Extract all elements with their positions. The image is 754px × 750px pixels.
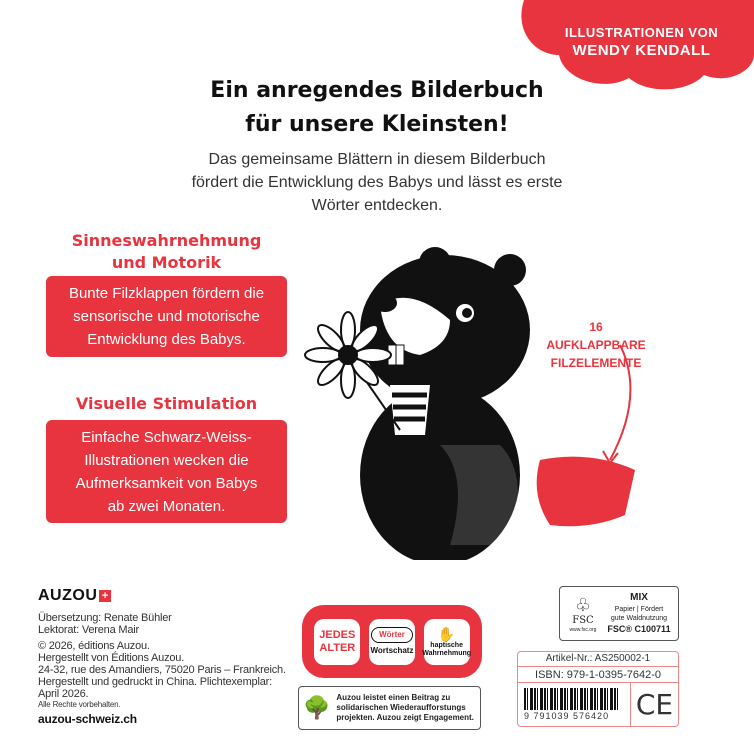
feature-box-visual: Einfache Schwarz-Weiss- Illustrationen wecken die Aufmerksamkeit von Babys ab zwei Monaten. [46, 420, 287, 523]
reforestation-notice: 🌳 Auzou leistet einen Beitrag zu solidarischen Wiederaufforstungs projekten. Auzou zeigt Engagement. [298, 686, 481, 730]
feature-heading-visual: Visuelle Stimulation [75, 394, 258, 413]
flaps-callout: 16 AUFKLAPPBARE FILZELEMENTE [546, 320, 646, 370]
swiss-flag-icon: + [99, 590, 111, 602]
skill-badges [302, 605, 482, 678]
beaver-illustration [300, 245, 660, 560]
illustrator-credit: ILLUSTRATIONEN VON WENDY KENDALL [564, 25, 719, 59]
imprint: Übersetzung: Renate Bühler Lektorat: Verena Mair © 2026, éditions Auzou. Hergestellt von Éditions Auzou. 24-32, rue des Amandiers, 75020 Paris – Frankreich. Hergestellt und gedruckt in China. Plichtexemplar: April 2026. Alle Rechte vorbehalten. auzou-schweiz.ch [38, 612, 293, 727]
auzou-logo: AUZOU + [38, 587, 111, 605]
website-link[interactable]: auzou-schweiz.ch [38, 712, 137, 726]
badge-vocabulary: Wörter Wortschatz [369, 619, 415, 665]
ce-mark: CE [635, 688, 674, 721]
product-info: Artikel-Nr.: AS250002-1 ISBN: 979-1-0395-7642-0 9 791039 576420 CE [517, 651, 679, 727]
page-title: Ein anregendes Bilderbuch für unsere Kleinsten! [210, 78, 544, 137]
feature-heading-senses: Sinneswahrnehmung und Motorik [71, 231, 262, 272]
fsc-logo: ♧ FSC www.fsc.org [569, 594, 597, 633]
badge-age: JEDES ALTER [314, 619, 360, 665]
tree-book-icon: 🌳 [303, 695, 331, 720]
feature-box-senses: Bunte Filzklappen fördern die sensorische und motorische Entwicklung des Babys. [46, 276, 287, 357]
intro-text: Das gemeinsame Blättern in diesem Bilderbuch fördert die Entwicklung des Babys und lässt es erste Wörter entdecken. [191, 151, 563, 214]
fsc-label: ♧ FSC www.fsc.org MIX Papier | Fördert gute Waldnutzung FSC® C100711 [559, 586, 679, 641]
badge-haptic: ✋ haptische Wahrnehmung [424, 619, 470, 665]
hand-icon: ✋ [437, 625, 456, 642]
barcode: 9 791039 576420 [518, 683, 631, 726]
